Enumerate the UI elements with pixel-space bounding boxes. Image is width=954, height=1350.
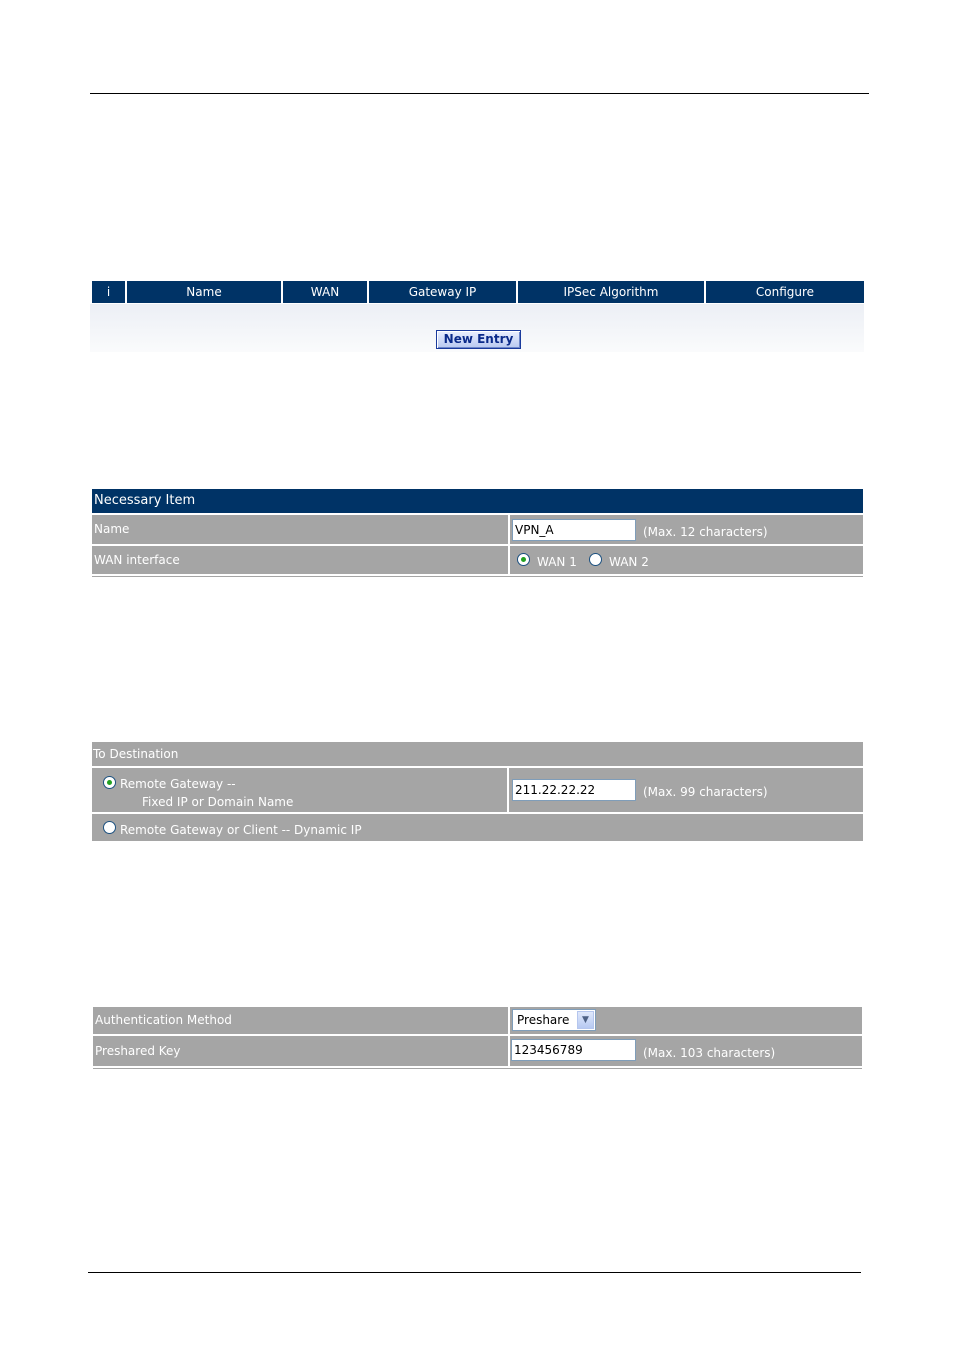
fixed-gateway-label-line2: Fixed IP or Domain Name <box>142 795 294 809</box>
remote-gateway-input[interactable] <box>512 779 636 801</box>
column-header-wan: WAN <box>283 281 367 303</box>
dynamic-ip-label: Remote Gateway or Client -- Dynamic IP <box>120 823 362 837</box>
header-rule <box>90 93 869 94</box>
fixed-gateway-radio[interactable] <box>103 776 116 789</box>
preshared-key-input[interactable] <box>511 1039 636 1061</box>
auth-method-select[interactable] <box>512 1009 596 1031</box>
wan-interface-label: WAN interface <box>92 546 508 574</box>
name-row-label: Name <box>92 515 508 544</box>
preshared-key-max-hint: (Max. 103 characters) <box>643 1046 776 1060</box>
footer-rule <box>88 1272 861 1273</box>
auth-method-selected: Preshare <box>517 1013 570 1027</box>
column-header-gateway-ip: Gateway IP <box>369 281 516 303</box>
destination-header: To Destination <box>92 742 863 766</box>
dynamic-ip-radio[interactable] <box>103 821 116 834</box>
column-header-name: Name <box>127 281 281 303</box>
wan2-label: WAN 2 <box>609 555 649 569</box>
column-header-configure: Configure <box>706 281 864 303</box>
wan1-label: WAN 1 <box>537 555 577 569</box>
remote-gateway-max-hint: (Max. 99 characters) <box>643 785 768 799</box>
new-entry-button[interactable]: New Entry <box>436 330 521 349</box>
wan1-radio[interactable] <box>517 553 530 566</box>
name-max-hint: (Max. 12 characters) <box>643 525 768 539</box>
necessary-item-header: Necessary Item <box>92 489 863 513</box>
auth-method-label: Authentication Method <box>93 1007 508 1034</box>
column-header-ipsec-algorithm: IPSec Algorithm <box>518 281 704 303</box>
wan2-radio[interactable] <box>589 553 602 566</box>
preshared-key-label: Preshared Key <box>93 1036 508 1066</box>
fixed-gateway-label-line1: Remote Gateway -- <box>120 777 236 791</box>
column-header-index: i <box>92 281 125 303</box>
auth-bottom-line <box>93 1068 862 1069</box>
name-input[interactable] <box>512 519 636 541</box>
necessary-item-bottom-line <box>92 576 863 577</box>
chevron-down-icon[interactable]: ▼ <box>577 1011 594 1029</box>
